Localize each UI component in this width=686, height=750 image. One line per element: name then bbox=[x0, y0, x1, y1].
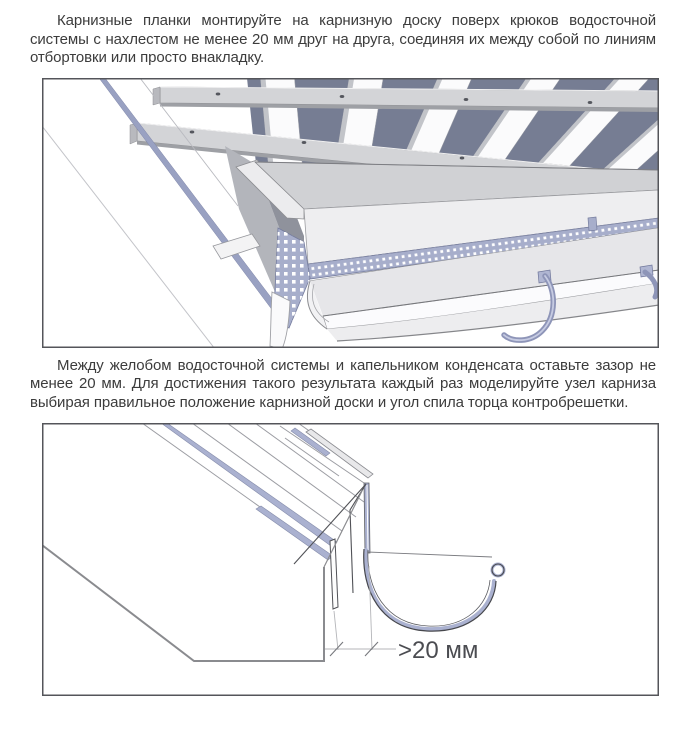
dimension-label: >20 мм bbox=[398, 636, 479, 664]
strip-overlap-seam bbox=[588, 217, 597, 231]
figure2-illustration bbox=[42, 423, 659, 696]
figure-eave-section bbox=[42, 423, 659, 696]
figure-eaves-flashing-3d bbox=[42, 78, 659, 348]
paragraph-gutter-gap: Между желобом водосточной системы и капельником конденсата оставьте зазор не менее 20 мм. Для достижения такого результата каждый раз моделируйте узел карниза выбирая правильное положение карнизной доски и угол спила торца контробрешетки. bbox=[30, 356, 656, 411]
paragraph-eaves-flashing: Карнизные планки монтируйте на карнизную доску поверх крюков водосточной системы с нахлестом не менее 20 мм друг на друга, соединяя их между собой по линиям отбортовки или просто внакладку. bbox=[30, 12, 656, 67]
figure1-illustration bbox=[42, 78, 659, 348]
